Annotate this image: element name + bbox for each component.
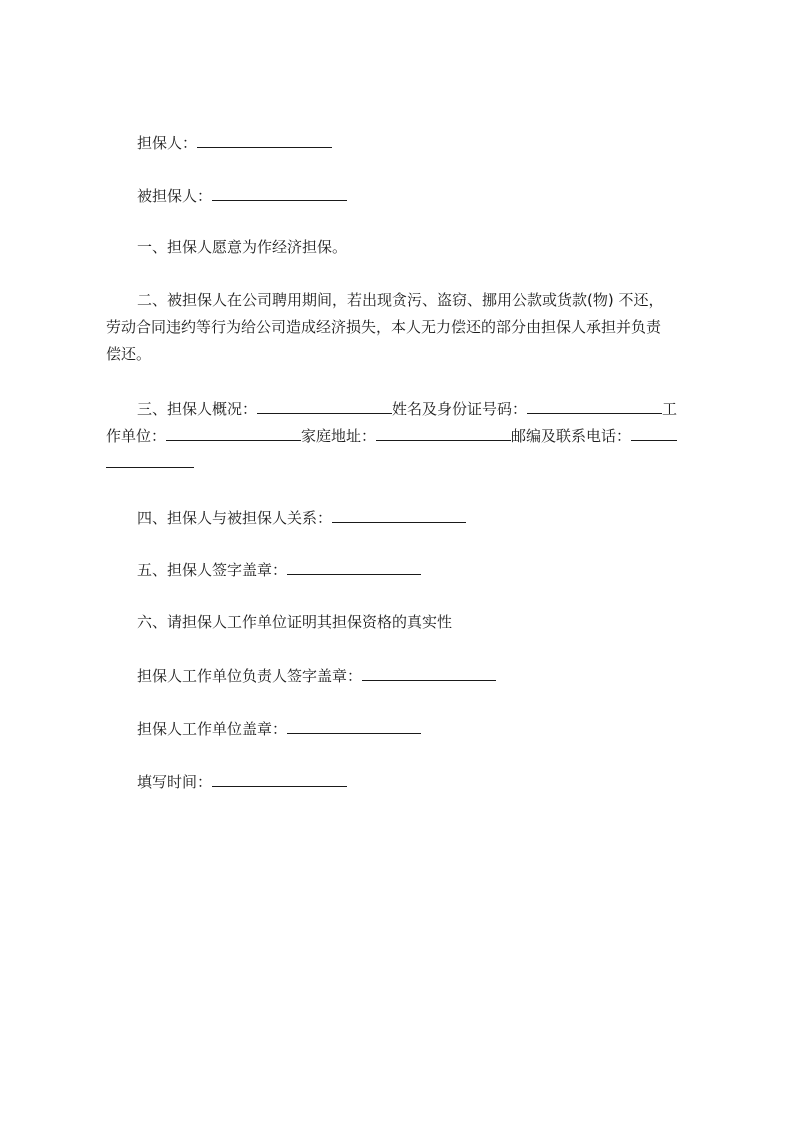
item-3-line-1 bbox=[137, 398, 677, 419]
item-4-label: 四、担保人与被担保人关系： bbox=[137, 509, 333, 527]
item-1: 一、担保人愿意为作经济担保。 bbox=[137, 238, 348, 256]
item-2-line-1: 二、被担保人在公司聘用期间，若出现贪污、盗窃、挪用公款或货款(物) 不还， bbox=[137, 291, 664, 309]
guaranteed-blank[interactable] bbox=[212, 185, 347, 201]
work-char-1: 工 bbox=[662, 400, 678, 418]
employer-head-sign-line bbox=[137, 665, 496, 686]
work-unit-blank[interactable] bbox=[166, 425, 301, 441]
guarantor-blank[interactable] bbox=[197, 132, 332, 148]
item-2-line-2: 劳动合同违约等行为给公司造成经济损失，本人无力偿还的部分由担保人承担并负责 bbox=[106, 318, 662, 336]
date-label: 填写时间： bbox=[137, 773, 213, 791]
guaranteed-line bbox=[137, 185, 347, 206]
name-id-label: 姓名及身份证号码： bbox=[392, 400, 528, 418]
relationship-blank[interactable] bbox=[332, 507, 466, 523]
guaranteed-label: 被担保人： bbox=[137, 187, 213, 205]
date-line bbox=[137, 771, 347, 792]
guarantor-line bbox=[137, 132, 332, 153]
guarantor-overview-blank[interactable] bbox=[257, 398, 392, 414]
guarantor-signature-blank[interactable] bbox=[287, 559, 421, 575]
postcode-phone-blank-continued[interactable] bbox=[106, 452, 194, 468]
name-id-blank[interactable] bbox=[527, 398, 662, 414]
date-blank[interactable] bbox=[212, 771, 347, 787]
item-2-line-3: 偿还。 bbox=[106, 345, 152, 363]
item-3-line-3 bbox=[106, 452, 194, 473]
item-4-line bbox=[137, 507, 466, 528]
employer-seal-line bbox=[137, 718, 421, 739]
item-5-line bbox=[137, 559, 421, 580]
work-unit-label: 作单位： bbox=[106, 427, 167, 445]
item-6: 六、请担保人工作单位证明其担保资格的真实性 bbox=[137, 613, 453, 631]
guarantor-label: 担保人： bbox=[137, 134, 198, 152]
postcode-phone-label: 邮编及联系电话： bbox=[511, 427, 632, 445]
employer-head-sign-blank[interactable] bbox=[362, 665, 496, 681]
item-5-label: 五、担保人签字盖章： bbox=[137, 561, 288, 579]
home-address-label: 家庭地址： bbox=[301, 427, 377, 445]
home-address-blank[interactable] bbox=[376, 425, 511, 441]
employer-seal-blank[interactable] bbox=[287, 718, 421, 734]
employer-seal-label: 担保人工作单位盖章： bbox=[137, 720, 288, 738]
item-3-line-2 bbox=[106, 425, 677, 446]
postcode-phone-blank[interactable] bbox=[631, 425, 677, 441]
item-3-prefix: 三、担保人概况： bbox=[137, 400, 258, 418]
employer-head-sign-label: 担保人工作单位负责人签字盖章： bbox=[137, 667, 363, 685]
